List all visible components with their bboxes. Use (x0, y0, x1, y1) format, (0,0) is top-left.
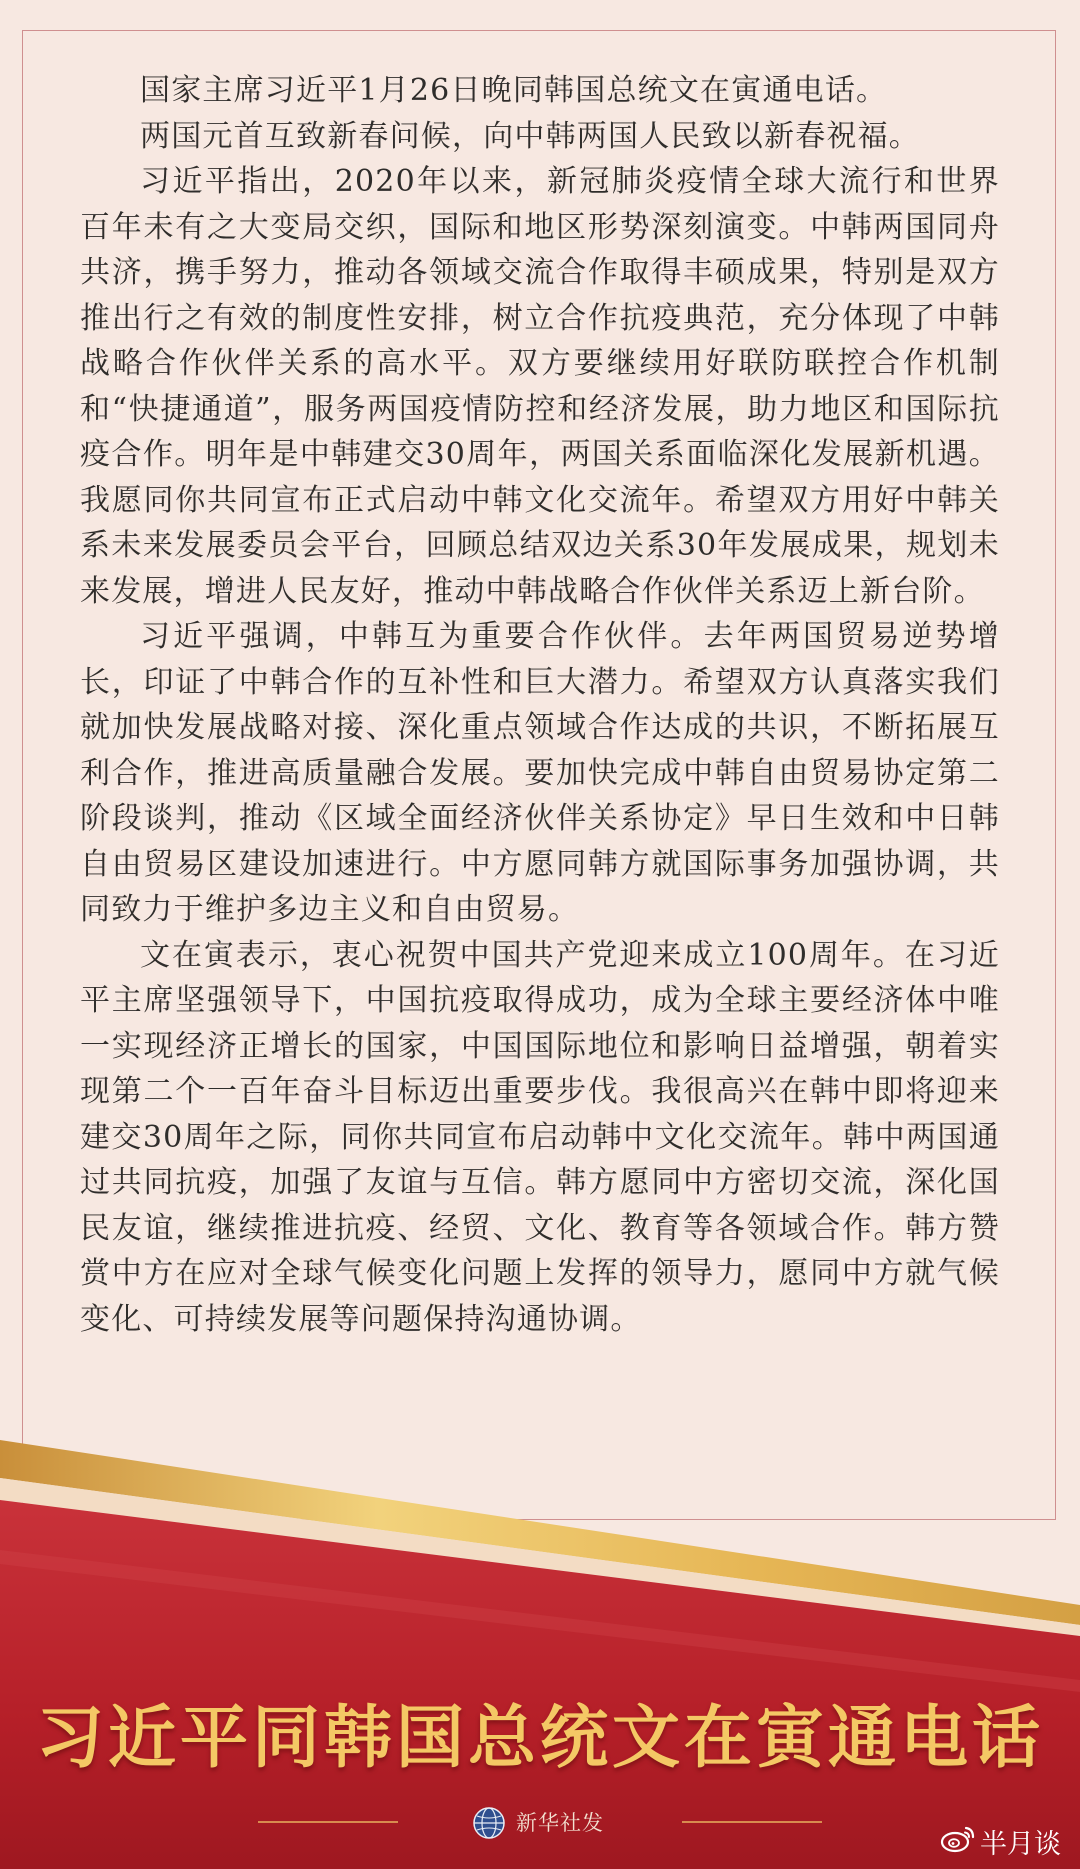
banner-headline: 习近平同韩国总统文在寅通电话 (35, 1699, 1044, 1778)
article-paragraph: 文在寅表示，衷心祝贺中国共产党迎来成立100周年。在习近平主席坚强领导下，中国抗疫取得成功，成为全球主要经济体中唯一实现经济正增长的国家，中国国际地位和影响日益增强，朝着实现第二个一百年奋斗目标迈出重要步伐。我很高兴在韩中即将迎来建交30周年之际，同你共同宣布启动韩中文化交流年。韩中两国通过共同抗疫，加强了友谊与互信。韩方愿同中方密切交流，深化国民友谊，继续推进抗疫、经贸、文化、教育等各领域合作。韩方赞赏中方在应对全球气候变化问题上发挥的领导力，愿同中方就气候变化、可持续发展等问题保持沟通协调。 (80, 937, 1000, 1337)
xinhua-globe-icon (472, 1806, 506, 1840)
weibo-icon (940, 1824, 976, 1854)
decorative-line-right (682, 1821, 822, 1823)
article-paragraph: 习近平强调，中韩互为重要合作伙伴。去年两国贸易逆势增长，印证了中韩合作的互补性和巨大潜力。希望双方认真落实我们就加快发展战略对接、深化重点领域合作达成的共识，不断拓展互利合作，推进高质量融合发展。要加快完成中韩自由贸易协定第二阶段谈判，推动《区域全面经济伙伴关系协定》早日生效和中日韩自由贸易区建设加速进行。中方愿同韩方就国际事务加强协调，共同致力于维护多边主义和自由贸易。 (80, 619, 1000, 927)
article-paragraph: 国家主席习近平1月26日晚同韩国总统文在寅通电话。 (140, 73, 888, 108)
article-paragraph: 两国元首互致新春问候，向中韩两国人民致以新春祝福。 (140, 118, 920, 154)
article-paragraph: 习近平指出，2020年以来，新冠肺炎疫情全球大流行和世界百年未有之大变局交织，国际和地区形势深刻演变。中韩两国同舟共济，携手努力，推动各领域交流合作取得丰硕成果，特别是双方推出行之有效的制度性安排，树立合作抗疫典范，充分体现了中韩战略合作伙伴关系的高水平。双方要继续用好联防联控合作机制和“快捷通道”，服务两国疫情防控和经济发展，助力地区和国际抗疫合作。明年是中韩建交30周年，两国关系面临深化发展新机遇。我愿同你共同宣布正式启动中韩文化交流年。希望双方用好中韩关系未来发展委员会平台，回顾总结双边关系30年发展成果，规划未来发展，增进人民友好，推动中韩战略合作伙伴关系迈上新台阶。 (80, 164, 1000, 609)
article-body (80, 68, 1000, 1342)
publisher-credit (0, 1802, 1080, 1842)
publisher-name: 新华社发 (516, 1811, 604, 1835)
decorative-line-left (258, 1821, 398, 1823)
watermark-text: 半月谈 (980, 1829, 1061, 1860)
